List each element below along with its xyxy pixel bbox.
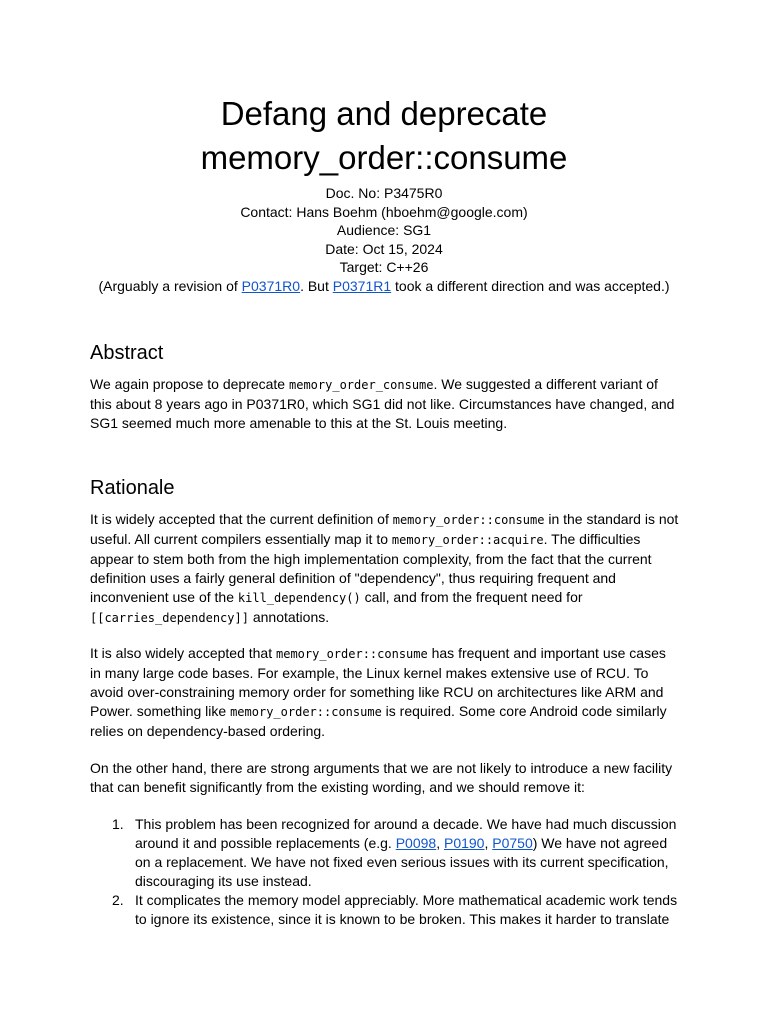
rationale-paragraph-3: On the other hand, there are strong arguments that we are not likely to introduce a new facility that can benefit significantly from the existing wording, and we should remove it: — [90, 760, 673, 795]
link-p0750[interactable]: P0750 — [492, 835, 533, 851]
document-title — [0, 92, 768, 180]
title-line-1: Defang and deprecate — [220, 95, 548, 132]
rationale-heading: Rationale — [90, 477, 175, 499]
link-p0371r1[interactable]: P0371R1 — [332, 277, 392, 294]
doc-number: Doc. No: P3475R0 — [325, 185, 443, 201]
link-p0371r0[interactable]: P0371R0 — [241, 277, 301, 294]
abstract-paragraph: We again propose to deprecate memory_order_consume. We suggested a different variant of this about 8 years ago in P0371R0, which SG1 did not like. Circumstances have changed, and SG1 seemed much more amenable to this at the St. Louis meeting. — [90, 376, 675, 431]
date: Date: Oct 15, 2024 — [325, 240, 443, 257]
rationale-list — [90, 815, 680, 929]
list-item: 2. It complicates the memory model appreciably. More mathematical academic work tends to ignore its existence, since it is known to be broken. This makes it harder to translate — [112, 892, 678, 927]
target: Target: C++26 — [339, 259, 429, 276]
link-p0098[interactable]: P0098 — [395, 835, 437, 851]
list-item: 1. This problem has been recognized for around a decade. We have had much discussion around it and possible replacements (e.g. P0098, P0190, P0750) We have not agreed on a replacement. We have not fixed even serious issues with its current specification, discouraging its use instead. — [112, 816, 677, 889]
abstract-heading: Abstract — [90, 342, 164, 364]
rationale-paragraph-1: It is widely accepted that the current definition of memory_order::consume in the standard is not useful. All current compilers essentially map it to memory_order::acquire. The difficulties appear to stem both from the high implementation complexity, from the fact that the current definition uses a fairly general definition of "dependency", thus requiring frequent and inconvenient use of the kill_dependency() call, and from the frequent need for [[carries_dependency]] annotations. — [90, 511, 679, 625]
link-p0190[interactable]: P0190 — [443, 835, 485, 851]
revision-note: (Arguably a revision of P0371R0. But P0371R1 took a different direction and was accepted.) — [98, 277, 670, 294]
contact: Contact: Hans Boehm (hboehm@google.com) — [240, 203, 528, 220]
rationale-paragraph-2: It is also widely accepted that memory_order::consume has frequent and important use cases in many large code bases. For example, the Linux kernel makes extensive use of RCU. To avoid over-constraining memory order for something like RCU on architectures like ARM and Power. something like memory_order::consume is required. Some core Android code similarly relies on dependency-based ordering. — [90, 645, 667, 739]
title-line-2: memory_order::consume — [200, 139, 568, 176]
document-metadata — [0, 184, 768, 296]
audience: Audience: SG1 — [336, 222, 432, 239]
